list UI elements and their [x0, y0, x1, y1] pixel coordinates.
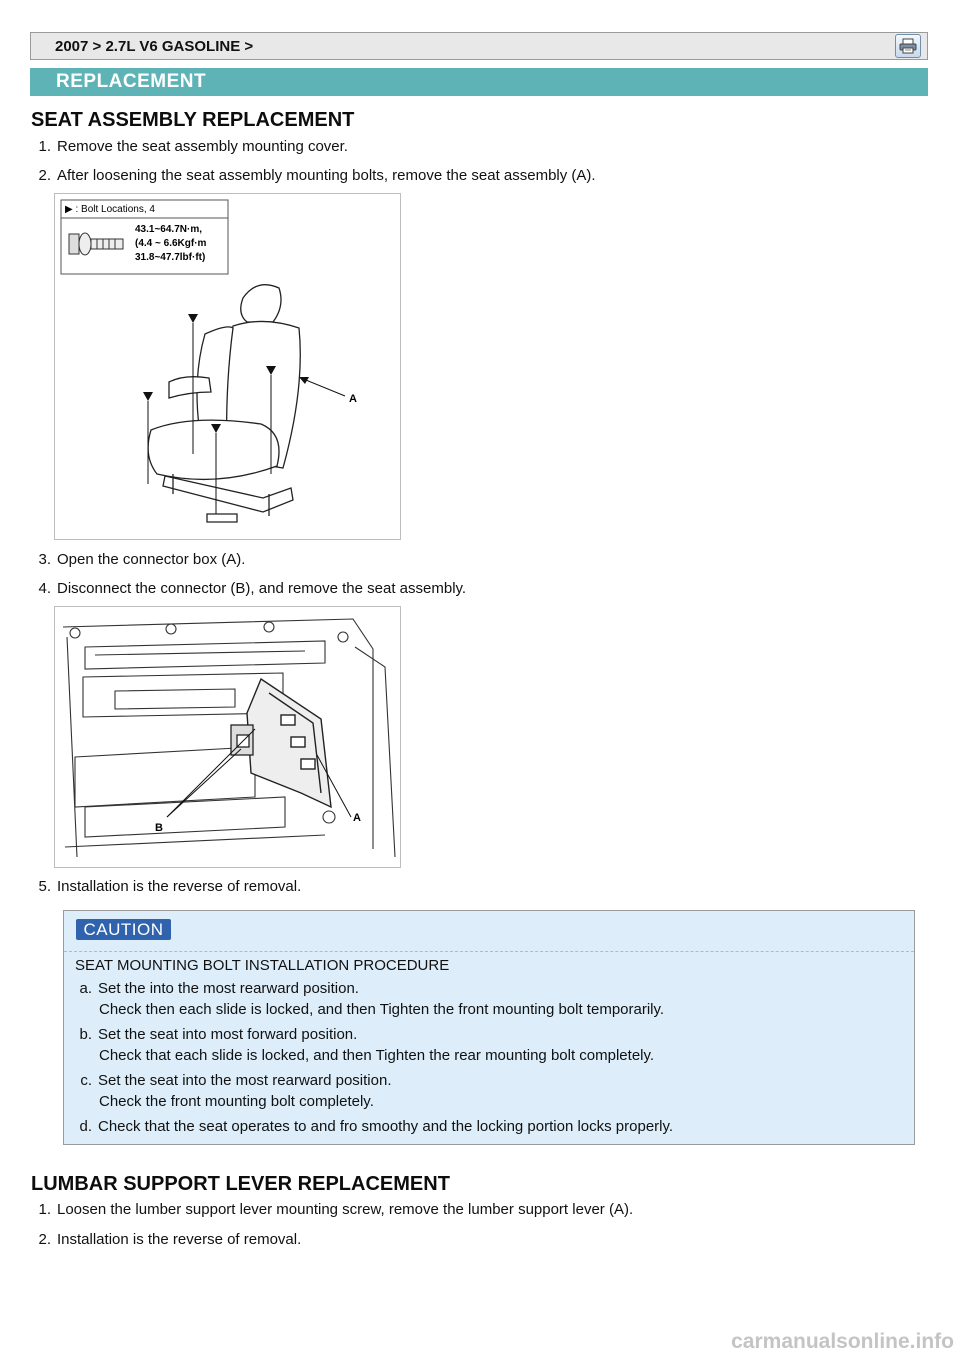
- caution-item-b-detail: Check that each slide is locked, and then Tighten the rear mounting bolt completely.: [99, 1047, 655, 1064]
- item-letter: b.: [79, 1026, 92, 1043]
- step-text: Installation is the reverse of removal.: [57, 1231, 302, 1248]
- step-text: Open the connector box (A).: [57, 551, 246, 568]
- caution-item-c-detail: Check the front mounting bolt completely.: [99, 1093, 374, 1110]
- step-text: After loosening the seat assembly mounting bolts, remove the seat assembly (A).: [57, 167, 596, 184]
- item-text: Set the seat into the most rearward position.: [98, 1072, 392, 1089]
- label-a: A: [349, 393, 357, 405]
- item-text: Set the into the most rearward position.: [98, 980, 359, 997]
- caution-badge: CAUTION: [76, 919, 171, 940]
- caution-item-a-detail: Check then each slide is locked, and then Tighten the front mounting bolt temporarily.: [99, 1001, 665, 1018]
- caution-item-d: [74, 1118, 673, 1135]
- lumbar-step-1: [31, 1201, 633, 1218]
- caution-item-b: [74, 1026, 357, 1043]
- step-3: [31, 551, 245, 568]
- legend-title: ▶ : Bolt Locations, 4: [65, 204, 155, 215]
- item-text: Check that the seat operates to and fro smoothy and the locking portion locks properly.: [98, 1118, 674, 1135]
- caution-item-a: [74, 980, 359, 997]
- caution-title: SEAT MOUNTING BOLT INSTALLATION PROCEDURE: [75, 957, 450, 974]
- label-a: A: [353, 812, 361, 824]
- print-button[interactable]: [895, 34, 921, 58]
- step-number: 3.: [38, 551, 51, 568]
- step-number: 1.: [38, 1201, 51, 1218]
- connector-b: [231, 725, 253, 755]
- step-text: Remove the seat assembly mounting cover.: [57, 138, 348, 155]
- step-5: [31, 878, 301, 895]
- step-text: Loosen the lumber support lever mounting screw, remove the lumber support lever (A).: [57, 1201, 634, 1218]
- torque-line-1: 43.1~64.7N·m,: [135, 224, 202, 235]
- printer-icon: [899, 38, 917, 54]
- connector-box-figure: [54, 606, 401, 868]
- item-letter: c.: [80, 1072, 92, 1089]
- step-4: [31, 580, 466, 597]
- torque-line-3: 31.8~47.7lbf·ft): [135, 252, 206, 263]
- caution-box: [63, 910, 915, 1145]
- connector-box: [247, 679, 331, 807]
- seat-assembly-figure: [54, 193, 401, 540]
- step-number: 4.: [38, 580, 51, 597]
- section-title: REPLACEMENT: [56, 71, 207, 92]
- step-2: [31, 167, 596, 184]
- seat-frame-drawing: [63, 619, 395, 857]
- seat-drawing: [148, 285, 300, 522]
- item-letter: d.: [79, 1118, 92, 1135]
- label-b: B: [155, 822, 163, 834]
- step-number: 1.: [38, 138, 51, 155]
- step-1: [31, 138, 348, 155]
- item-letter: a.: [79, 980, 92, 997]
- step-number: 5.: [38, 878, 51, 895]
- seat-assembly-diagram: [55, 194, 401, 540]
- breadcrumb-bar: [30, 32, 928, 60]
- lumbar-heading: LUMBAR SUPPORT LEVER REPLACEMENT: [31, 1173, 450, 1195]
- step-text: Installation is the reverse of removal.: [57, 878, 302, 895]
- caution-item-c: [74, 1072, 392, 1089]
- caution-divider: [64, 951, 914, 952]
- torque-line-2: (4.4 ~ 6.6Kgf·m: [135, 238, 207, 249]
- breadcrumb: 2007 > 2.7L V6 GASOLINE >: [55, 38, 254, 55]
- lumbar-step-2: [31, 1231, 301, 1248]
- step-number: 2.: [38, 1231, 51, 1248]
- seat-assembly-heading: SEAT ASSEMBLY REPLACEMENT: [31, 109, 355, 131]
- item-text: Set the seat into most forward position.: [98, 1026, 358, 1043]
- section-title-bar: [30, 68, 928, 96]
- connector-box-diagram: [55, 607, 401, 868]
- step-text: Disconnect the connector (B), and remove the seat assembly.: [57, 580, 467, 597]
- watermark: carmanualsonline.info: [731, 1330, 954, 1353]
- step-number: 2.: [38, 167, 51, 184]
